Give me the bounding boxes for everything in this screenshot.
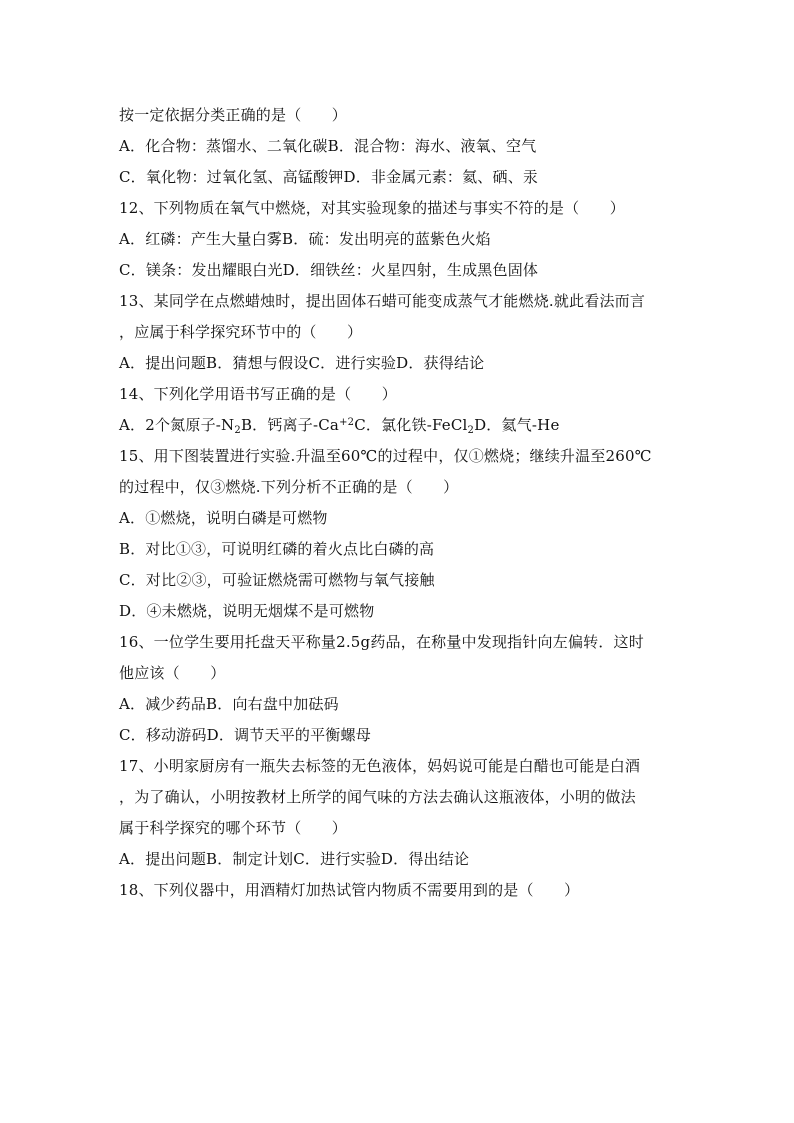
option-c-text: C．氯化铁-FeCl <box>354 416 468 434</box>
question-14-stem: 14、下列化学用语书写正确的是（ ） <box>119 385 397 403</box>
text-line: 按一定依据分类正确的是（ ） <box>119 106 348 124</box>
text-line: D．④未燃烧，说明无烟煤不是可燃物 <box>119 602 375 620</box>
question-14-options <box>119 410 679 441</box>
text-line: A．化合物：蒸馏水、二氧化碳B．混合物：海水、液氧、空气 <box>119 137 537 155</box>
question-13-stem: 13、某同学在点燃蜡烛时，提出固体石蜡可能变成蒸气才能燃烧.就此看法而言 <box>119 292 646 310</box>
text-line: 属于科学探究的哪个环节（ ） <box>119 819 348 837</box>
option-a-text: A．2个氮原子-N <box>119 416 235 434</box>
question-17-stem: 17、小明家厨房有一瓶失去标签的无色液体，妈妈说可能是白醋也可能是白酒 <box>119 757 641 775</box>
option-b-text: B．钙离子-Ca <box>240 416 340 434</box>
text-line: ，为了确认，小明按教材上所学的闻气味的方法去确认这瓶液体，小明的做法 <box>119 788 636 806</box>
subscript: 2 <box>234 425 241 436</box>
text-line: ，应属于科学探究环节中的（ ） <box>119 323 363 341</box>
text-line: C．氧化物：过氧化氢、高锰酸钾D．非金属元素：氦、硒、汞 <box>119 168 539 186</box>
question-text-block <box>119 100 679 906</box>
option-d-text: D．氦气-He <box>474 416 560 434</box>
superscript: +2 <box>339 417 355 428</box>
text-line: A．红磷：产生大量白雾B．硫：发出明亮的蓝紫色火焰 <box>119 230 491 248</box>
text-line: B．对比①③，可说明红磷的着火点比白磷的高 <box>119 540 435 558</box>
text-line: A．减少药品B．向右盘中加砝码 <box>119 695 339 713</box>
text-line: 他应该（ ） <box>119 664 226 682</box>
question-12-stem: 12、下列物质在氧气中燃烧，对其实验现象的描述与事实不符的是（ ） <box>119 199 625 217</box>
text-line: A．①燃烧，说明白磷是可燃物 <box>119 509 328 527</box>
subscript: 2 <box>467 425 475 436</box>
text-line: C．镁条：发出耀眼白光D．细铁丝：火星四射，生成黑色固体 <box>119 261 539 279</box>
text-line: C．移动游码D．调节天平的平衡螺母 <box>119 726 371 744</box>
question-16-stem: 16、一位学生要用托盘天平称量2.5g药品，在称量中发现指针向左偏转．这时 <box>119 633 644 651</box>
question-15-stem: 15、用下图装置进行实验.升温至60℃的过程中，仅①燃烧；继续升温至260℃ <box>119 447 652 465</box>
text-line: A．提出问题B．制定计划C．进行实验D．得出结论 <box>119 850 470 868</box>
text-line: C．对比②③，可验证燃烧需可燃物与氧气接触 <box>119 571 435 589</box>
question-18-stem: 18、下列仪器中，用酒精灯加热试管内物质不需要用到的是（ ） <box>119 881 580 899</box>
text-line: A．提出问题B．猜想与假设C．进行实验D．获得结论 <box>119 354 485 372</box>
text-line: 的过程中，仅③燃烧.下列分析不正确的是（ ） <box>119 478 459 496</box>
